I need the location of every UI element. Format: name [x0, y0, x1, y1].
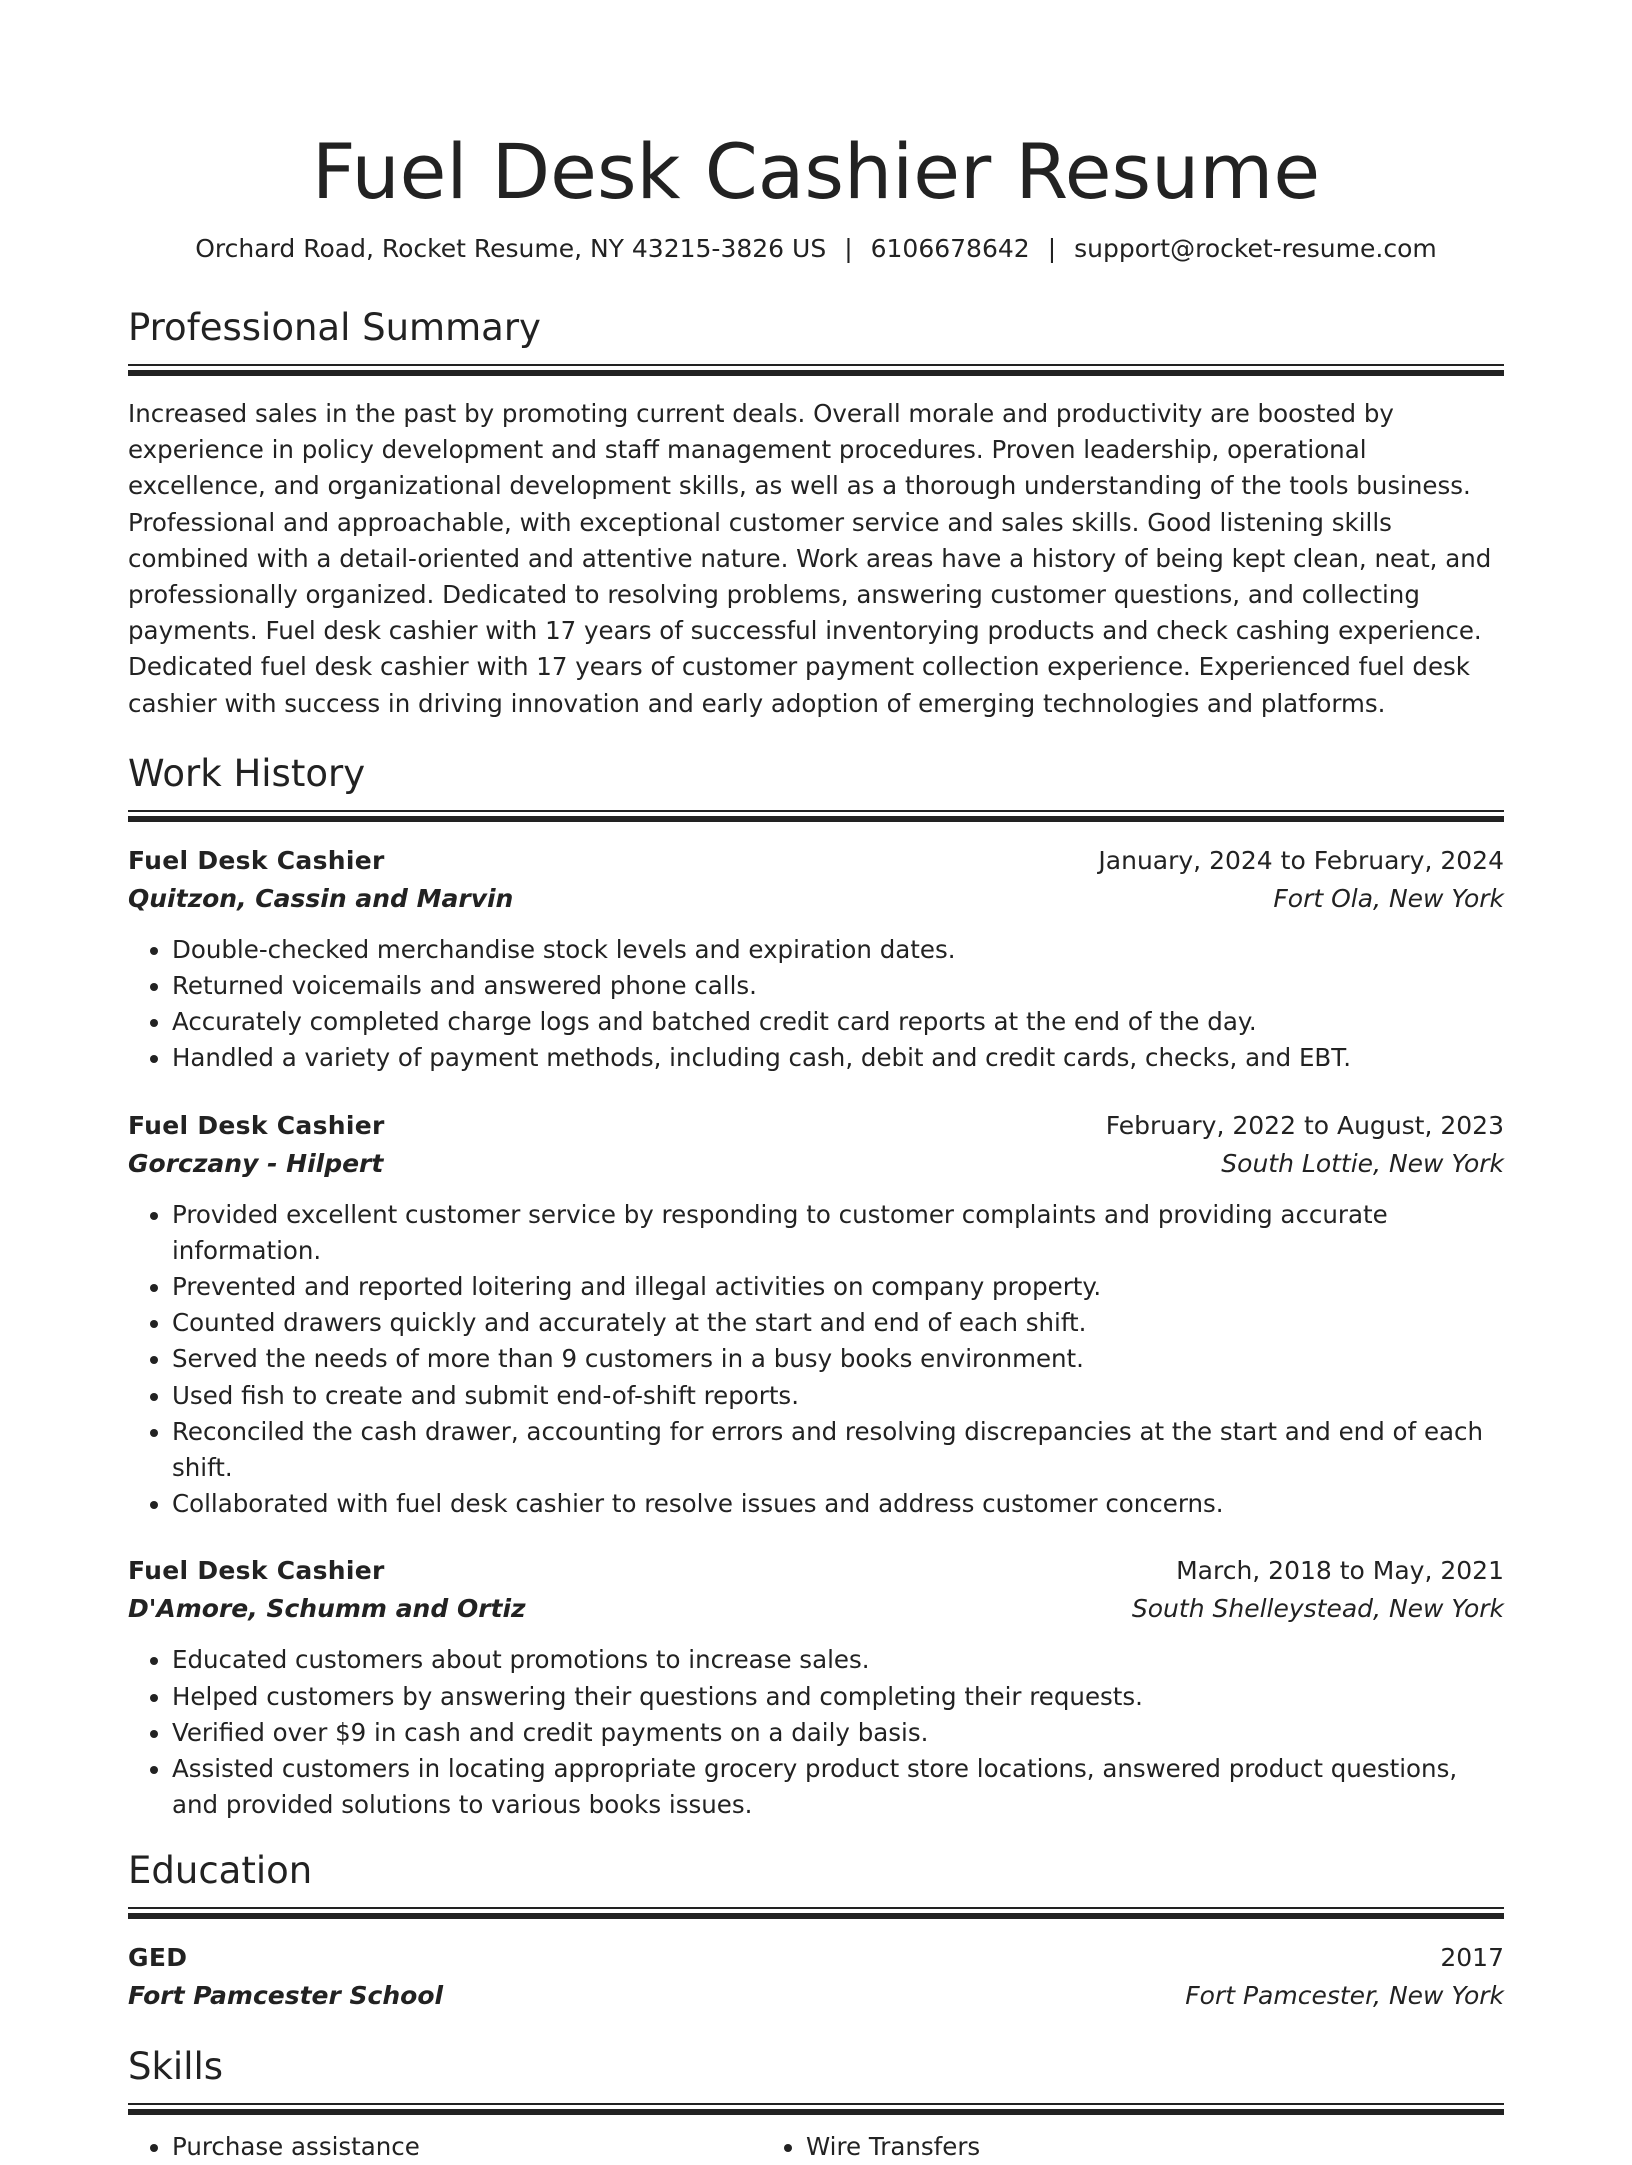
contact-line [128, 232, 1504, 266]
list-item: • Wire Transfers [806, 2129, 1396, 2165]
job-title: Fuel Desk Cashier [128, 845, 385, 875]
list-item: • Returned voicemails and answered phone calls. [172, 968, 1504, 1004]
job-header [128, 1552, 1504, 1590]
job-subheader [128, 1590, 1504, 1628]
education-section [128, 1847, 1504, 2015]
summary-text: Increased sales in the past by promoting current deals. Overall morale and productivity are boosted by experience in policy development and staff management procedures. Proven leadership, operational excellence, and organizational development skills, as well as a thorough understanding of the tools business. Professional and approachable, with exceptional customer service and sales skills. Good listening skills combined with a detail-oriented and attentive nature. Work areas have a history of being kept clean, neat, and professionally organized. Dedicated to resolving problems, answering customer questions, and collecting payments. Fuel desk cashier with 17 years of successful inventorying products and check cashing experience. Dedicated fuel desk cashier with 17 years of customer payment collection experience. Experienced fuel desk cashier with success in driving innovation and early adoption of emerging technologies and platforms. [128, 399, 1492, 718]
list-item: • Collaborated with fuel desk cashier to resolve issues and address customer concerns. [172, 1486, 1504, 1522]
job-entry [128, 1107, 1504, 1523]
job-dates: February, 2022 to August, 2023 [1105, 1110, 1504, 1140]
skills-section [128, 2043, 1504, 2165]
list-item: • Served the needs of more than 9 customers in a busy books environment. [172, 1341, 1504, 1377]
list-item: • Used fish to create and submit end-of-shift reports. [172, 1378, 1504, 1414]
list-item: • Verified over $9 in cash and credit payments on a daily basis. [172, 1715, 1504, 1751]
job-dates: March, 2018 to May, 2021 [1176, 1556, 1504, 1586]
education-school: Fort Pamcester School [128, 1981, 444, 2011]
job-header [128, 842, 1504, 880]
job-entry [128, 842, 1504, 1077]
job-bullets [128, 1642, 1504, 1823]
contact-address: Orchard Road, Rocket Resume, NY 43215-3826 US [195, 234, 827, 263]
job-title: Fuel Desk Cashier [128, 1556, 385, 1586]
list-item: • Handled a variety of payment methods, including cash, debit and credit cards, checks, and EBT. [172, 1040, 1504, 1076]
job-location: South Lottie, New York [1221, 1148, 1504, 1178]
education-subheader [128, 1977, 1504, 2015]
resume-page [128, 0, 1504, 2165]
job-header [128, 1107, 1504, 1145]
work-history-section [128, 750, 1504, 1824]
education-entry [128, 1939, 1504, 2015]
list-item: • Educated customers about promotions to increase sales. [172, 1642, 1504, 1678]
section-divider [128, 364, 1504, 376]
job-subheader [128, 1145, 1504, 1183]
list-item: • Accurately completed charge logs and batched credit card reports at the end of the day. [172, 1004, 1504, 1040]
job-entry [128, 1552, 1504, 1823]
section-title-summary: Professional Summary [128, 306, 541, 349]
list-item: • Purchase assistance [172, 2129, 762, 2165]
list-item: • Provided excellent customer service by responding to customer complaints and providing accurate information. [172, 1197, 1504, 1269]
education-location: Fort Pamcester, New York [1185, 1981, 1504, 2011]
section-title-skills: Skills [128, 2045, 224, 2089]
section-divider [128, 1907, 1504, 1919]
list-item: • Prevented and reported loitering and illegal activities on company property. [172, 1269, 1504, 1305]
resume-title: Fuel Desk Cashier Resume [311, 127, 1321, 216]
list-item: • Helped customers by answering their questions and completing their requests. [172, 1679, 1504, 1715]
job-bullets [128, 1197, 1504, 1523]
skills-columns [128, 2129, 1504, 2165]
job-dates: January, 2024 to February, 2024 [1098, 845, 1504, 875]
section-divider [128, 2103, 1504, 2115]
contact-phone: 6106678642 [870, 234, 1030, 263]
job-company: Gorczany - Hilpert [128, 1148, 384, 1178]
list-item: • Reconciled the cash drawer, accounting for errors and resolving discrepancies at the start and end of each shift. [172, 1414, 1504, 1486]
job-company: D'Amore, Schumm and Ortiz [128, 1594, 526, 1624]
contact-separator: | [1047, 234, 1057, 263]
skills-list-right [762, 2129, 1396, 2165]
job-location: Fort Ola, New York [1273, 883, 1504, 913]
contact-email: support@rocket-resume.com [1074, 234, 1437, 263]
education-header [128, 1939, 1504, 1977]
section-title-work-history: Work History [128, 751, 366, 795]
summary-section [128, 304, 1504, 722]
section-divider [128, 810, 1504, 822]
job-subheader [128, 880, 1504, 918]
section-title-education: Education [128, 1849, 313, 1893]
job-company: Quitzon, Cassin and Marvin [128, 883, 514, 913]
education-year: 2017 [1440, 1943, 1504, 1973]
education-degree: GED [128, 1943, 188, 1973]
skills-list-left [128, 2129, 762, 2165]
list-item: • Assisted customers in locating appropriate grocery product store locations, answered product questions, and provided solutions to various books issues. [172, 1751, 1504, 1823]
list-item: • Counted drawers quickly and accurately at the start and end of each shift. [172, 1305, 1504, 1341]
job-location: South Shelleystead, New York [1131, 1594, 1504, 1624]
job-bullets [128, 932, 1504, 1077]
contact-separator: | [844, 234, 853, 263]
list-item: • Double-checked merchandise stock levels and expiration dates. [172, 932, 1504, 968]
job-title: Fuel Desk Cashier [128, 1110, 385, 1140]
